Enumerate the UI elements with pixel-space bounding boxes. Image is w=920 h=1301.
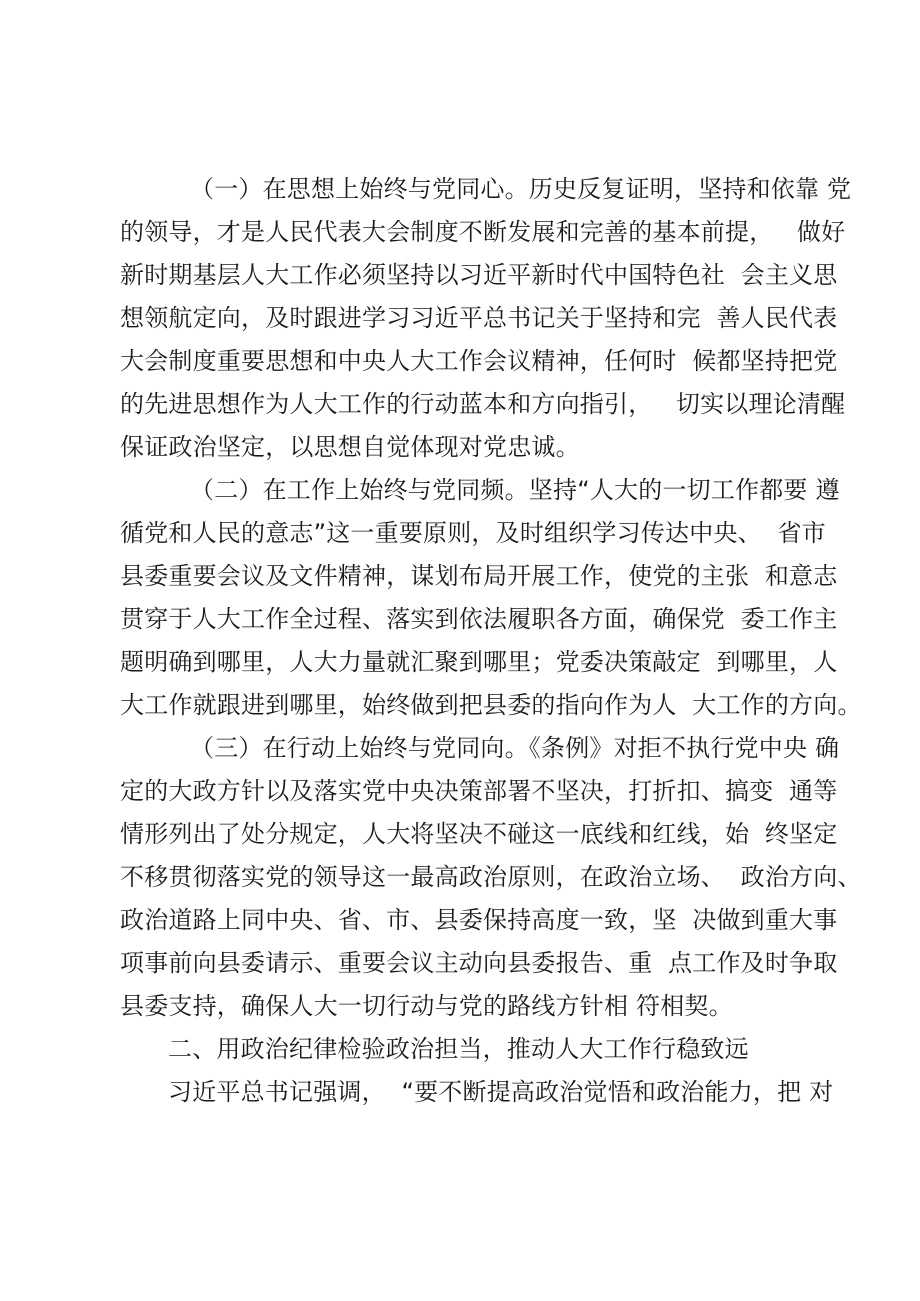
paragraph-1-line-7: 保证政治坚定，以思想自觉体现对党忠诚。 (120, 433, 580, 461)
paragraph-2-line-1: （二）在工作上始终与党同频。坚持“人大的一切工作都要 遵 (190, 476, 840, 504)
paragraph-2-line-6: 大工作就跟进到哪里，始终做到把县委的指向作为人 大工作的方向。 (120, 691, 862, 719)
paragraph-1-line-1: （一）在思想上始终与党同心。历史反复证明，坚持和依靠 党 (190, 175, 852, 203)
paragraph-3-line-1: （三）在行动上始终与党同向。《条例》对拒不执行党中央 确 (190, 734, 840, 762)
paragraph-3-line-7: 县委支持，确保人大一切行动与党的路线方针相 符相契。 (120, 992, 733, 1020)
paragraph-3-line-2: 定的大政方针以及落实党中央决策部署不坚决，打折扣、搞变 通等 (120, 777, 838, 805)
paragraph-1-line-4: 想领航定向，及时跟进学习习近平总书记关于坚持和完 善人民代表 (120, 304, 838, 332)
paragraph-1-line-2: 的领导，才是人民代表大会制度不断发展和完善的基本前提， 做好 (120, 218, 846, 246)
paragraph-2-line-2: 循党和人民的意志”这一重要原则，及时组织学习传达中央、 省市 (120, 519, 826, 547)
paragraph-1-line-6: 的先进思想作为人大工作的行动蓝本和方向指引， 切实以理论清醒 (120, 390, 846, 418)
paragraph-3-line-3: 情形列出了处分规定，人大将坚决不碰这一底线和红线，始 终坚定 (120, 820, 838, 848)
paragraph-3-line-5: 政治道路上同中央、省、市、县委保持高度一致，坚 决做到重大事 (120, 906, 838, 934)
paragraph-1-line-3: 新时期基层人大工作必须坚持以习近平新时代中国特色社 会主义思 (120, 261, 838, 289)
paragraph-2-line-3: 县委重要会议及文件精神，谋划布局开展工作，使党的主张 和意志 (120, 562, 838, 590)
section-heading-2: 二、用政治纪律检验政治担当，推动人大工作行稳致远 (168, 1035, 749, 1063)
paragraph-2-line-4: 贯穿于人大工作全过程、落实到依法履职各方面，确保党 委工作主 (120, 605, 838, 633)
paragraph-1-line-5: 大会制度重要思想和中央人大工作会议精神，任何时 候都坚持把党 (120, 347, 838, 375)
paragraph-2-line-5: 题明确到哪里，人大力量就汇聚到哪里；党委决策敲定 到哪里，人 (120, 648, 838, 676)
paragraph-3-line-6: 项事前向县委请示、重要会议主动向县委报告、重 点工作及时争取 (120, 949, 838, 977)
paragraph-4-line-1: 习近平总书记强调， “要不断提高政治觉悟和政治能力，把 对 (168, 1078, 834, 1106)
paragraph-3-line-4: 不移贯彻落实党的领导这一最高政治原则，在政治立场、 政治方向、 (120, 863, 862, 891)
